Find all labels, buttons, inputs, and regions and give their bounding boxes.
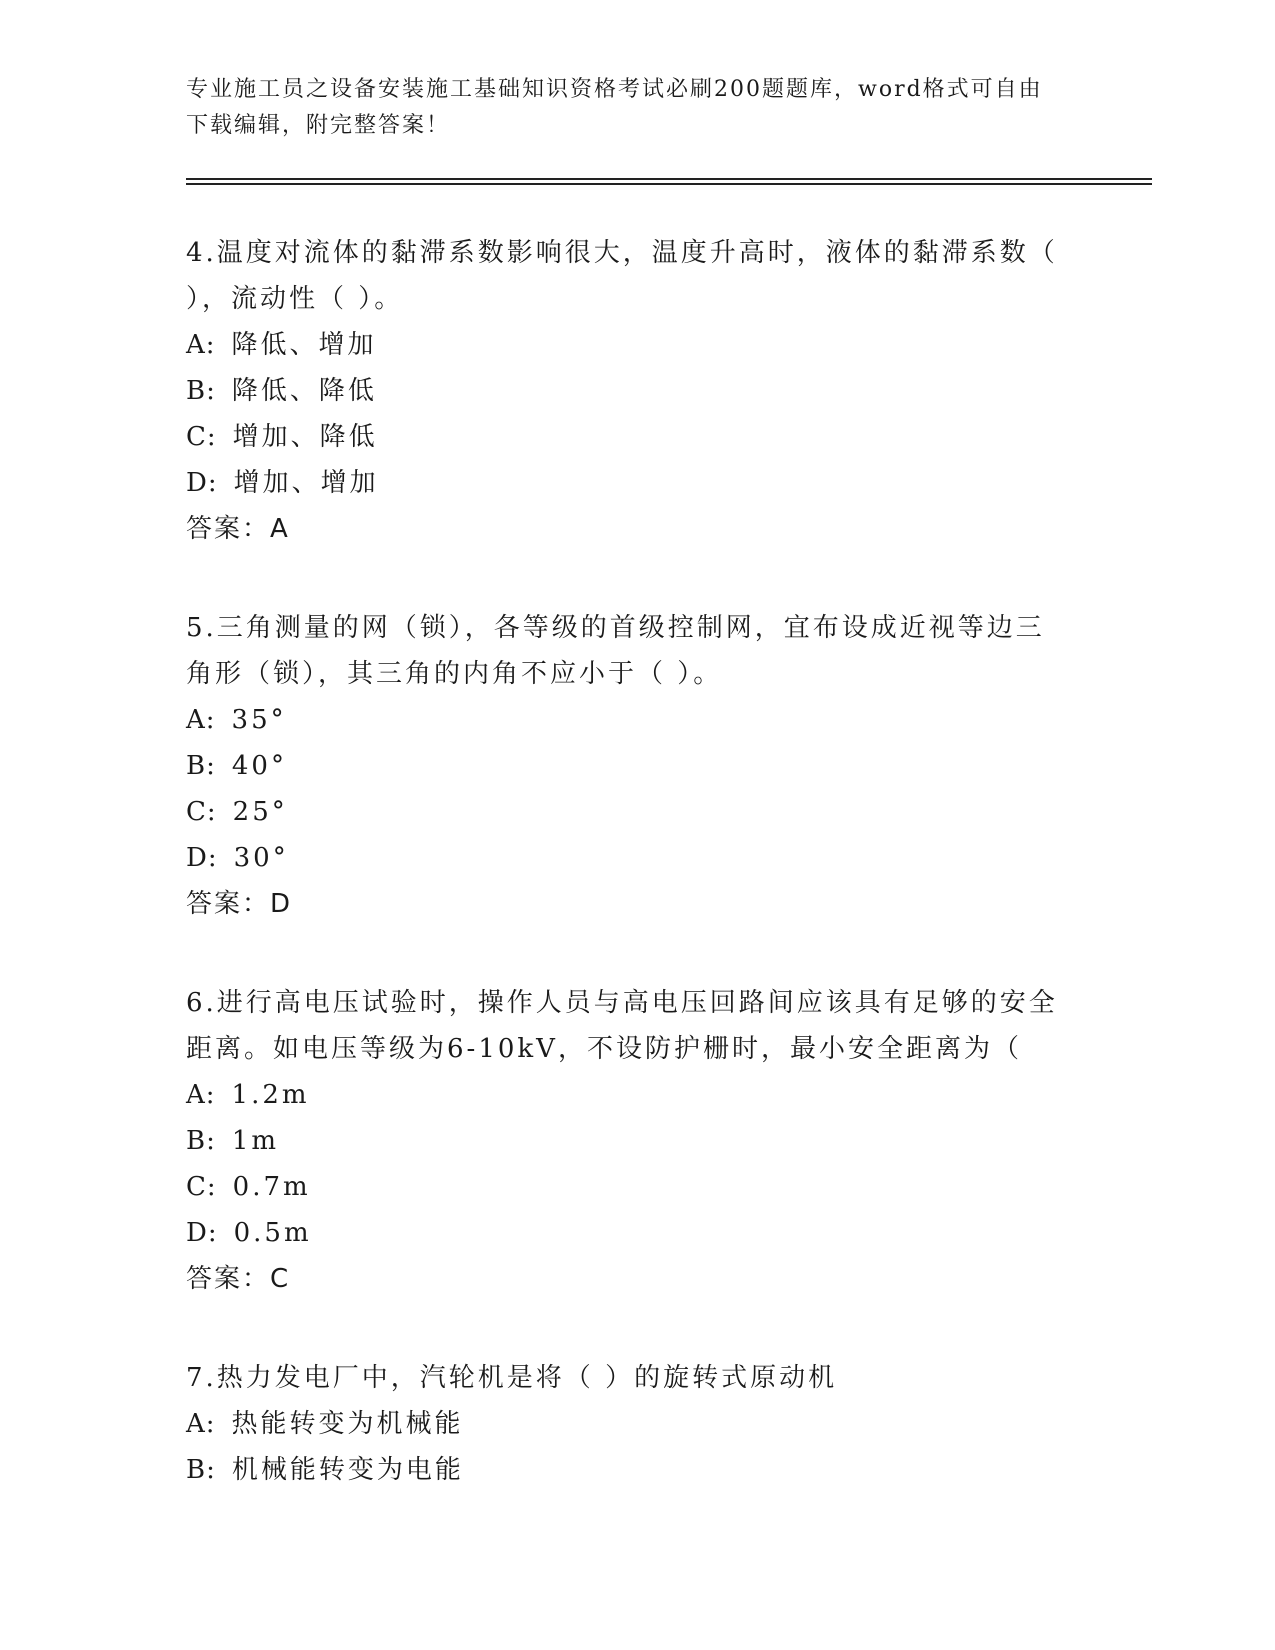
question-5	[186, 605, 1086, 927]
header-line-1: 专业施工员之设备安装施工基础知识资格考试必刷200题题库，word格式可自由	[186, 77, 1043, 102]
question-stem-line: 距离。如电压等级为6-10kV，不设防护栅时，最小安全距离为（	[186, 1034, 1022, 1064]
question-stem-line: 角形（锁），其三角的内角不应小于（ ）。	[186, 659, 723, 689]
question-6	[186, 980, 1086, 1302]
document-header	[186, 72, 1066, 144]
option-text: 机械能转变为电能	[231, 1455, 464, 1485]
option-b: B: 40°	[186, 751, 287, 781]
header-divider-top	[186, 178, 1152, 180]
option-letter: D	[186, 468, 208, 498]
option-c: C: 增加、降低	[186, 422, 378, 452]
option-letter: C	[186, 1172, 207, 1202]
header-divider-bottom	[186, 183, 1152, 185]
answer-line: 答案：C	[186, 1264, 291, 1294]
option-letter: B	[186, 751, 207, 781]
question-stem-line: 7.热力发电厂中，汽轮机是将（ ）的旋转式原动机	[186, 1363, 838, 1393]
option-text: 增加、降低	[232, 422, 378, 452]
option-letter: D	[186, 1218, 208, 1248]
question-stem-line: 5.三角测量的网（锁），各等级的首级控制网，宜布设成近视等边三	[186, 613, 1045, 643]
answer-line: 答案：A	[186, 514, 290, 544]
option-letter: A	[186, 705, 206, 735]
option-b: B: 1m	[186, 1126, 280, 1156]
option-a: A: 降低、增加	[186, 330, 377, 360]
option-letter: B	[186, 376, 207, 406]
option-text: 增加、增加	[233, 468, 379, 498]
question-stem-line: 4.温度对流体的黏滞系数影响很大，温度升高时，液体的黏滞系数（	[186, 238, 1058, 268]
option-letter: C	[186, 797, 207, 827]
option-b: B: 机械能转变为电能	[186, 1455, 464, 1485]
option-a: A: 热能转变为机械能	[186, 1409, 464, 1439]
answer-line: 答案：D	[186, 889, 293, 919]
option-letter: B	[186, 1126, 207, 1156]
header-line-2: 下载编辑，附完整答案！	[186, 113, 451, 138]
option-text: 0.7m	[232, 1172, 311, 1202]
option-d: D: 30°	[186, 843, 289, 873]
option-c: C: 0.7m	[186, 1172, 311, 1202]
option-text: 30°	[233, 843, 289, 873]
option-text: 降低、降低	[231, 376, 377, 406]
option-d: D: 增加、增加	[186, 468, 379, 498]
option-text: 40°	[231, 751, 287, 781]
option-text: 降低、增加	[231, 330, 377, 360]
option-letter: D	[186, 843, 208, 873]
option-text: 1.2m	[231, 1080, 310, 1110]
option-letter: C	[186, 422, 207, 452]
option-d: D: 0.5m	[186, 1218, 312, 1248]
option-letter: A	[186, 330, 206, 360]
option-text: 热能转变为机械能	[231, 1409, 464, 1439]
option-b: B: 降低、降低	[186, 376, 377, 406]
question-7	[186, 1355, 1086, 1493]
question-list	[186, 230, 1086, 1546]
option-text: 35°	[231, 705, 287, 735]
question-4	[186, 230, 1086, 552]
question-stem-line: ），流动性（ ）。	[186, 284, 404, 314]
option-letter: B	[186, 1455, 207, 1485]
option-text: 25°	[232, 797, 288, 827]
option-a: A: 1.2m	[186, 1080, 310, 1110]
option-a: A: 35°	[186, 705, 287, 735]
question-stem-line: 6.进行高电压试验时，操作人员与高电压回路间应该具有足够的安全	[186, 988, 1058, 1018]
option-text: 1m	[231, 1126, 280, 1156]
option-text: 0.5m	[233, 1218, 312, 1248]
option-letter: A	[186, 1409, 206, 1439]
option-letter: A	[186, 1080, 206, 1110]
option-c: C: 25°	[186, 797, 288, 827]
